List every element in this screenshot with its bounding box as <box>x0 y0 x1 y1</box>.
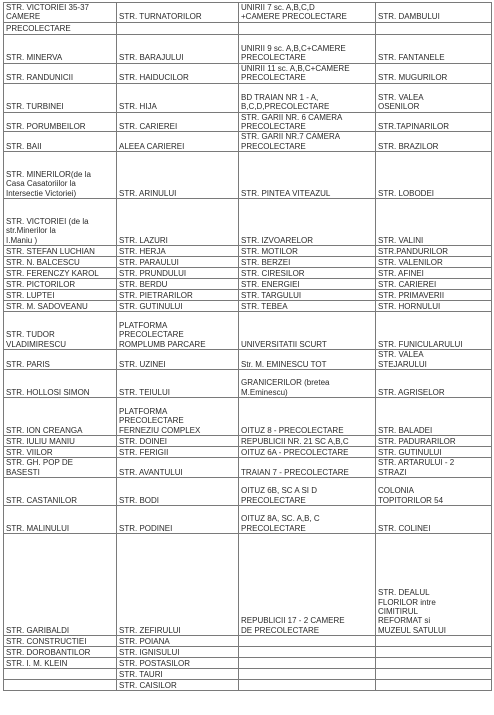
table-row <box>4 370 492 398</box>
table-row <box>4 680 492 691</box>
table-cell: STR. FUNICULARULUI <box>376 312 492 350</box>
table-cell: STR. TAURI <box>117 669 239 680</box>
table-cell: STR. HORNULUI <box>376 301 492 312</box>
table-cell: OITUZ 6A - PRECOLECTARE <box>239 447 376 458</box>
table-cell: STR. RANDUNICII <box>4 63 117 83</box>
table-cell <box>376 636 492 647</box>
table-cell: STR. M. SADOVEANU <box>4 301 117 312</box>
table-row <box>4 301 492 312</box>
table-cell: STR. I. M. KLEIN <box>4 658 117 669</box>
table-cell: STR. HAIDUCILOR <box>117 63 239 83</box>
street-list-body <box>4 3 492 691</box>
table-cell <box>239 680 376 691</box>
table-cell: STR. HIJA <box>117 83 239 112</box>
table-cell: STR. TURBINEI <box>4 83 117 112</box>
table-cell: STR. PARIS <box>4 350 117 370</box>
table-cell: STR. PRUNDULUI <box>117 268 239 279</box>
table-cell: STR. PORUMBEILOR <box>4 112 117 132</box>
table-cell: STR. CASTANILOR <box>4 478 117 506</box>
table-cell: STR. TARGULUI <box>239 290 376 301</box>
table-cell: STR.PANDURILOR <box>376 246 492 257</box>
table-row <box>4 506 492 534</box>
table-row <box>4 63 492 83</box>
table-cell: STR. PINTEA VITEAZUL <box>239 152 376 199</box>
table-cell: STR. PIETRARILOR <box>117 290 239 301</box>
table-cell: STR. BARAJULUI <box>117 34 239 63</box>
table-cell: UNIRII 11 sc. A,B,C+CAMERE PRECOLECTARE <box>239 63 376 83</box>
table-cell: STR. GUTINULUI <box>117 301 239 312</box>
table-cell: STR. PRIMAVERII <box>376 290 492 301</box>
table-cell: STR. IZVOARELOR <box>239 199 376 246</box>
table-cell: STR. DOINEI <box>117 436 239 447</box>
table-cell <box>117 22 239 34</box>
table-cell <box>239 636 376 647</box>
table-row <box>4 647 492 658</box>
table-cell: COLONIA TOPITORILOR 54 <box>376 478 492 506</box>
table-row <box>4 279 492 290</box>
table-cell: STR. PODINEI <box>117 506 239 534</box>
table-cell: UNIRII 9 sc. A,B,C+CAMERE PRECOLECTARE <box>239 34 376 63</box>
table-cell: STR. CARIEREI <box>117 112 239 132</box>
table-cell: BD TRAIAN NR 1 - A, B,C,D,PRECOLECTARE <box>239 83 376 112</box>
table-row <box>4 268 492 279</box>
table-row <box>4 112 492 132</box>
table-cell: STR. FANTANELE <box>376 34 492 63</box>
table-cell: STR. HERJA <box>117 246 239 257</box>
table-cell: STR. POIANA <box>117 636 239 647</box>
table-cell: STR. MOTILOR <box>239 246 376 257</box>
table-row <box>4 669 492 680</box>
table-cell: STR. FERIGII <box>117 447 239 458</box>
table-cell: STR. AGRISELOR <box>376 370 492 398</box>
table-cell: STR. HOLLOSI SIMON <box>4 370 117 398</box>
table-row <box>4 83 492 112</box>
table-cell: TRAIAN 7 - PRECOLECTARE <box>239 458 376 478</box>
table-cell: STR. BALADEI <box>376 398 492 436</box>
table-cell: GRANICERILOR (bretea M.Eminescu) <box>239 370 376 398</box>
table-row <box>4 34 492 63</box>
table-cell: ALEEA CARIEREI <box>117 132 239 152</box>
table-cell: STR. MALINULUI <box>4 506 117 534</box>
table-cell: REPUBLICII NR. 21 SC A,B,C <box>239 436 376 447</box>
table-cell: PRECOLECTARE <box>4 22 117 34</box>
table-cell: STR. UZINEI <box>117 350 239 370</box>
table-cell: STR. GARII NR. 6 CAMERA PRECOLECTARE <box>239 112 376 132</box>
table-cell: Str. M. EMINESCU TOT <box>239 350 376 370</box>
table-row <box>4 458 492 478</box>
table-cell: STR. BERDU <box>117 279 239 290</box>
table-cell: OITUZ 6B, SC A SI D PRECOLECTARE <box>239 478 376 506</box>
table-cell: UNIRII 7 sc. A,B,C,D +CAMERE PRECOLECTARE <box>239 3 376 23</box>
table-cell: STR. CIRESILOR <box>239 268 376 279</box>
table-cell: STR. TURNATORILOR <box>117 3 239 23</box>
table-cell <box>376 658 492 669</box>
table-cell: STR. DEALUL FLORILOR intre CIMITIRUL REFORMAT si MUZEUL SATULUI <box>376 534 492 636</box>
table-cell: STR.TAPINARILOR <box>376 112 492 132</box>
table-cell: OITUZ 8A, SC. A,B, C PRECOLECTARE <box>239 506 376 534</box>
table-cell: STR. GARIBALDI <box>4 534 117 636</box>
table-cell <box>376 22 492 34</box>
table-cell <box>4 669 117 680</box>
table-cell: STR. LUPTEI <box>4 290 117 301</box>
table-row <box>4 290 492 301</box>
table-row <box>4 246 492 257</box>
table-cell: STR. STEFAN LUCHIAN <box>4 246 117 257</box>
table-cell: STR. DAMBULUI <box>376 3 492 23</box>
table-cell: STR. BAII <box>4 132 117 152</box>
table-cell: STR. TEBEA <box>239 301 376 312</box>
table-cell: STR. FERENCZY KAROL <box>4 268 117 279</box>
table-cell: STR. BODI <box>117 478 239 506</box>
table-cell: STR. POSTASILOR <box>117 658 239 669</box>
table-cell: STR. AFINEI <box>376 268 492 279</box>
table-cell: OITUZ 8 - PRECOLECTARE <box>239 398 376 436</box>
table-cell: STR. N. BALCESCU <box>4 257 117 268</box>
table-cell: STR. VALEA STEJARULUI <box>376 350 492 370</box>
table-cell: STR. BRAZILOR <box>376 132 492 152</box>
table-row <box>4 199 492 246</box>
table-cell: STR. VALINI <box>376 199 492 246</box>
table-row <box>4 636 492 647</box>
table-cell: PLATFORMA PRECOLECTARE ROMPLUMB PARCARE <box>117 312 239 350</box>
table-cell: STR. IGNISULUI <box>117 647 239 658</box>
table-cell <box>376 680 492 691</box>
table-cell: STR. AVANTULUI <box>117 458 239 478</box>
table-cell: STR. VALEA OSENILOR <box>376 83 492 112</box>
table-cell: STR. ZEFIRULUI <box>117 534 239 636</box>
table-row <box>4 350 492 370</box>
table-cell <box>239 22 376 34</box>
table-cell <box>4 680 117 691</box>
table-cell <box>239 658 376 669</box>
table-cell: STR. CARIEREI <box>376 279 492 290</box>
table-cell: STR. CONSTRUCTIEI <box>4 636 117 647</box>
table-cell: PLATFORMA PRECOLECTARE FERNEZIU COMPLEX <box>117 398 239 436</box>
table-row <box>4 132 492 152</box>
table-row <box>4 257 492 268</box>
table-cell: STR. VALENILOR <box>376 257 492 268</box>
table-cell: STR. MINERVA <box>4 34 117 63</box>
table-cell: UNIVERSITATII SCURT <box>239 312 376 350</box>
table-cell: STR. LOBODEI <box>376 152 492 199</box>
table-cell <box>376 669 492 680</box>
table-cell: REPUBLICII 17 - 2 CAMERE DE PRECOLECTARE <box>239 534 376 636</box>
street-list-table <box>3 2 492 691</box>
table-cell: STR. GARII NR.7 CAMERA PRECOLECTARE <box>239 132 376 152</box>
table-cell: STR. PADURARILOR <box>376 436 492 447</box>
table-cell <box>376 647 492 658</box>
table-row <box>4 658 492 669</box>
table-row <box>4 534 492 636</box>
table-cell: STR. IULIU MANIU <box>4 436 117 447</box>
table-cell <box>239 647 376 658</box>
table-cell: STR. VIILOR <box>4 447 117 458</box>
table-cell: STR. LAZURI <box>117 199 239 246</box>
table-row <box>4 312 492 350</box>
table-cell: STR. PICTORILOR <box>4 279 117 290</box>
table-row <box>4 478 492 506</box>
table-cell: STR. COLINEI <box>376 506 492 534</box>
table-cell: STR. CAISILOR <box>117 680 239 691</box>
table-cell <box>239 669 376 680</box>
table-cell: STR. GUTINULUI <box>376 447 492 458</box>
table-row <box>4 447 492 458</box>
table-cell: STR. TEIULUI <box>117 370 239 398</box>
table-cell: STR. ARTARULUI - 2 STRAZI <box>376 458 492 478</box>
table-cell: STR. VICTORIEI 35-37 CAMERE <box>4 3 117 23</box>
table-cell: STR. MUGURILOR <box>376 63 492 83</box>
table-cell: STR. ENERGIEI <box>239 279 376 290</box>
table-row <box>4 152 492 199</box>
table-cell: STR. TUDOR VLADIMIRESCU <box>4 312 117 350</box>
table-row <box>4 3 492 23</box>
table-row <box>4 22 492 34</box>
table-cell: STR. BERZEI <box>239 257 376 268</box>
table-cell: STR. PARAULUI <box>117 257 239 268</box>
table-cell: STR. ARINULUI <box>117 152 239 199</box>
table-row <box>4 398 492 436</box>
table-cell: STR. DOROBANTILOR <box>4 647 117 658</box>
table-cell: STR. ION CREANGA <box>4 398 117 436</box>
table-cell: STR. GH. POP DE BASESTI <box>4 458 117 478</box>
table-row <box>4 436 492 447</box>
table-cell: STR. VICTORIEI (de la str.Minerilor la I.Maniu ) <box>4 199 117 246</box>
table-cell: STR. MINERILOR(de la Casa Casatoriilor la Intersectie Victoriei) <box>4 152 117 199</box>
